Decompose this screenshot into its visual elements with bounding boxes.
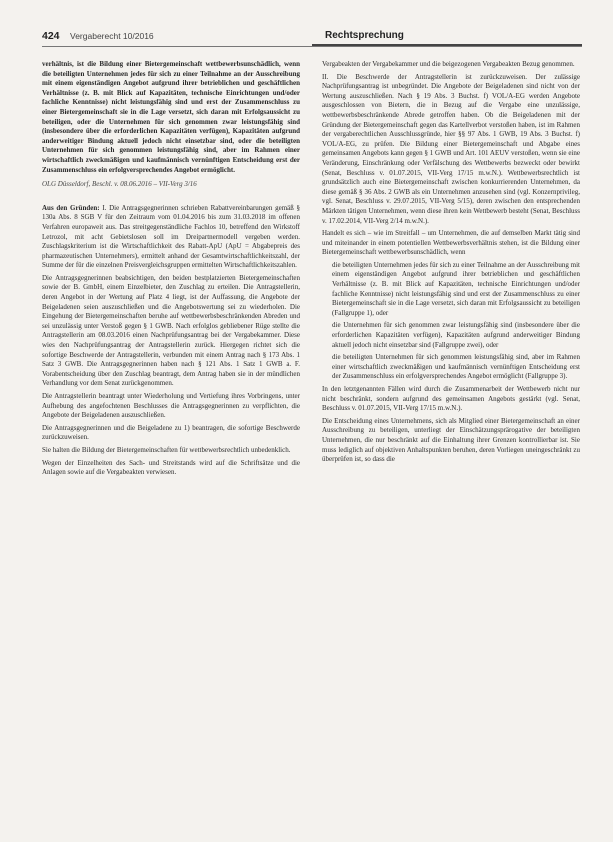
list-item: die beteiligten Unternehmen jedes für sich zu einer Teilnahme an der Ausschreibung mit einem eigenständigen Angebot aufgrund ihrer betrieblichen und geschäftlichen Verhältnisse (z. B. mit Blick auf Kapazitäten, technische Einrichtungen und/oder fachliche Kenntnisse) nicht leistungsfähig sind und erst der Zusammenschluss zu einer Bietergemeinschaft sie in die Lage versetzt, sich daran mit Erfolgsaussicht zu beteiligen (Fallgruppe 1), oder <box>332 260 580 317</box>
paragraph-text: I. Die Antragsgegnerinnen schrieben Rabattvereinbarungen gemäß § 130a Abs. 8 SGB V für den Zeitraum vom 01.04.2016 bis zum 31.03.2018 im offenen Verfahren europaweit aus. Das streitgegenständliche Fachlos 10, betreffend den Wirkstoff Letrozol, mit acht Gebietslosen soll im Dreipartnermodell vergeben werden. Zuschlagskriterium ist die Wirtschaftlichkeit des Rabatt-ApU (ApU = Abgabepreis des pharmazeutischen Unternehmers), ermittelt anhand der Gesamtwirtschaftlichkeitszahl, der Summe der für die einzelnen Preisvergleichsgruppen ermittelten Wirtschaftlichkeitszahlen. <box>42 203 300 270</box>
paragraph <box>42 204 300 271</box>
section-heading: Aus den Gründen: <box>42 203 100 212</box>
header-rule <box>42 46 582 47</box>
paragraph: Vergabeakten der Vergabekammer und die beigezogenen Vergabeakten Bezug genommen. <box>322 60 575 68</box>
list-item: die Unternehmen für sich genommen zwar leistungsfähig sind (insbesondere über die erforderlichen Kapazitäten verfügen), Kapazitäten aufgrund anderweitiger Bindung aktuell jedoch nicht einsetzbar sind (Fallgruppe zwei), oder <box>332 321 580 349</box>
paragraph: Die Antragsgegnerinnen beabsichtigen, den beiden bestplatzierten Bietergemeinschaften sowie der B. GmbH, einem Einzelbieter, den Zuschlag zu erteilen. Die Antragstellerin, deren Angebot in der Wertung auf Platz 4 liegt, ist der Auffassung, die Angebote der Beigeladenen seien auszuschließen und die Angebotswertung sei zu wiederholen. Die Eingehung der Bietergemeinschaften beruhe auf wettbewerbsbeschränkenden Abreden und sei unzulässig unter Verstoß gegen § 1 GWB. Nach erfolglos gebliebener Rüge stellte die Antragstellerin am 08.03.2016 einen Nachprüfungsantrag bei der Vergabekammer. Diese wies den Nachprüfungsantrag der Antragstellerin zurück. Hiergegen richtet sich die sofortige Beschwerde der Antragstellerin, verbunden mit einem Antrag nach § 173 Abs. 1 Satz 3 GWB. Die Antragsgegnerinnen haben nach § 121 Abs. 1 Satz 1 GWB a. F. Vorabentscheidung über den Zuschlag beantragt, dem Antrag haben sie in der mündlichen Verhandlung vor dem Senat zurückgenommen. <box>42 273 300 388</box>
left-column <box>42 60 300 830</box>
paragraph: Die Antragsgegnerinnen und die Beigeladene zu 1) beantragen, die sofortige Beschwerde zurückzuweisen. <box>42 423 300 442</box>
journal-title: Vergaberecht 10/2016 <box>70 31 154 41</box>
page-header <box>42 30 582 46</box>
list-item: die beteiligten Unternehmen für sich genommen leistungsfähig sind, aber im Rahmen einer wirtschaftlich zweckmäßigen und kaufmännisch vernünftigen Entscheidung erst der Zusammenschluss ein erfolgversprechendes Angebot ermöglicht (Fallgruppe 3). <box>332 353 580 381</box>
paragraph: Handelt es sich – wie im Streitfall – um Unternehmen, die auf demselben Markt tätig sind und miteinander in einem potentiellen Wettbewerbsverhältnis stehen, ist die Bildung einer Bietergemeinschaft wettbewerbsunschädlich, wenn <box>322 229 580 257</box>
paragraph: Wegen der Einzelheiten des Sach- und Streitstands wird auf die Schriftsätze und die Anlagen sowie auf die Vergabeakten verwiesen. <box>42 458 300 477</box>
case-citation: OLG Düsseldorf, Beschl. v. 08.06.2016 – VII-Verg 3/16 <box>42 180 197 189</box>
paragraph: II. Die Beschwerde der Antragstellerin ist zurückzuweisen. Der zulässige Nachprüfungsantrag ist unbegründet. Die Angebote der Beigeladenen sind nicht von der Wertung auszuschließen. Nach § 19 Abs. 3 Buchst. f) VOL/A-EG werden Angebote ausgeschlossen von Bietern, die in Bezug auf die Vergabe eine unzulässige, wettbewerbsbeschränkende Abrede getroffen haben. Ob die Beigeladenen mit der Gründung der Bietergemeinschaft gegen das Kartellverbot verstoßen haben, ist im Rahmen der vergaberechtlichen Ausschlussgründe, hier §§ 97 Abs. 1 GWB, 19 Abs. 3 Buchst. f) VOL/A-EG, zu prüfen. Die Bildung einer Bietergemeinschaft und Abgabe eines gemeinsamen Angebots kann gegen § 1 GWB und Art. 101 AEUV verstoßen, wenn sie eine Veränderung, Einschränkung oder Verfälschung des Wettbewerbs bezweckt oder bewirkt (Senat, Beschluss v. 01.07.2015, VII-Verg 17/15 m.w.N.). Wettbewerbsrechtlich ist grundsätzlich auch eine Bietergemeinschaft zwischen konkurrierenden Unternehmen, da diese gemäß § 36 Abs. 2 GWB als ein Unternehmen anzusehen sind (vgl. Konzernprivileg, vgl. Senat, Beschluss v. 29.07.2015, VII-Verg 5/15), deren zwischen den entsprechenden Märkten tätigen Unternehmen, wenn diese ihren kein Wettbewerb besteht (Senat, Beschluss v. 17.02.2014, VII-Verg 2/14 m.w.N.). <box>322 72 580 225</box>
paragraph: Die Entscheidung eines Unternehmens, sich als Mitglied einer Bietergemeinschaft an einer Ausschreibung zu beteiligen, unterliegt der Einschätzungsprärogative der beteiligten Unternehmen, die nur beschränkt auf die Einhaltung ihrer Grenzen kontrollierbar ist. Sie muss lediglich auf objektiven Anhaltspunkten beruhen, deren Vorliegen uneingeschränkt zu überprüfen ist, so dass die <box>322 416 580 464</box>
paragraph: Sie halten die Bildung der Bietergemeinschaften für wettbewerbsrechtlich unbedenklich. <box>42 445 291 454</box>
section-title: Rechtsprechung <box>325 30 404 41</box>
paragraph: Die Antragstellerin beantragt unter Wiederholung und Vertiefung ihres Vorbringens, unter Aufhebung des angefochtenen Beschlusses die Antragsgegnerinnen zu verpflichten, die Angebote der Beigeladenen auszuschließen. <box>42 392 300 420</box>
page-number: 424 <box>42 30 60 42</box>
header-rule-accent <box>312 44 582 46</box>
headnote: verhältnis, ist die Bildung einer Bietergemeinschaft wettbewerbsunschädlich, wenn die beteiligten Unternehmen jedes für sich zu einer Teilnahme an der Ausschreibung mit einem eigenständigen Angebot aufgrund ihrer betrieblichen und geschäftlichen Verhältnisse (z. B. mit Blick auf Kapazitäten, technische Einrichtungen und/oder fachliche Kenntnisse) nicht leistungsfähig sind und erst der Zusammenschluss zu einer Bietergemeinschaft sie in die Lage versetzt, sich daran mit Erfolgsaussicht zu beteiligen, oder die Unternehmen für sich genommen zwar leistungsfähig sind (insbesondere über die erforderlichen Kapazitäten verfügen), Kapazitäten aufgrund anderweitiger Bindung aktuell jedoch nicht einsetzbar sind, oder die beteiligten Unternehmen für sich genommen leistungsfähig sind, aber im Rahmen einer wirtschaftlich zweckmäßigen und kaufmännisch vernünftigen Entscheidung erst der Zusammenschluss ein erfolgversprechendes Angebot ermöglicht. <box>42 60 300 174</box>
right-column <box>322 60 580 830</box>
paragraph: In den letztgenannten Fällen wird durch die Zusammenarbeit der Wettbewerb nicht nur nicht beschränkt, sondern aufgrund des gemeinsamen Angebots gestärkt (vgl. Senat, Beschluss v. 01.07.2015, VII-Verg 17/15 m.w.N.). <box>322 385 580 413</box>
